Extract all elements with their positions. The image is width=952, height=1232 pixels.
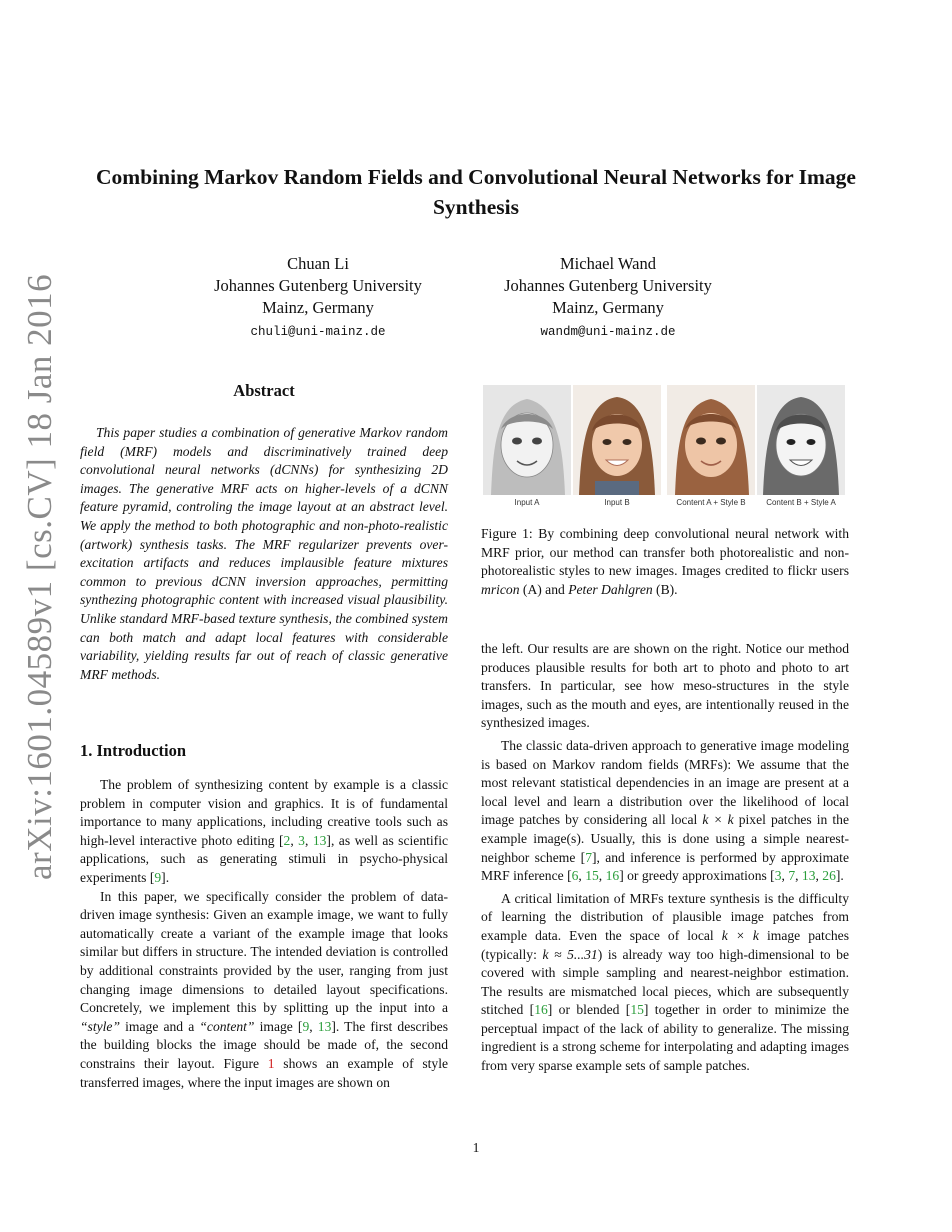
paragraph-continued: the left. Our results are are shown on the right. Notice our method produces plausible results for both art to photo and photo to art transfers. In particular, see how meso-structures in the style images, such as the mouth and eyes, are intentionally reused in the synthesized images.	[481, 641, 849, 731]
abstract-text: This paper studies a combination of generative Markov random field (MRF) models and discriminatively trained deep convolutional neural networks (dCNNs) for synthesizing 2D images. The generative MRF acts on higher-levels of a dCNN feature pyramid, controling the image layout at an abstract level. We apply the method to both photographic and non-photo-realistic (artwork) synthesis tasks. The MRF regularizer prevents over-excitation artifacts and reduces implausible feature mixtures common to previous dCNN inversion approaches, permitting synthezing photographic content with increased visual plausibility. Unlike standard MRF-based texture synthesis, the combined system can both match and adapt local features with considerable variability, yielding results far out of reach of classic generative MRF methods.	[80, 425, 448, 682]
citation-link[interactable]: 2	[283, 832, 291, 848]
citation-link[interactable]: 13	[317, 1018, 332, 1034]
right-column-body	[481, 640, 849, 1076]
figure-label: Input A	[514, 498, 540, 507]
citation-link[interactable]: 6	[571, 868, 579, 884]
figure-1	[481, 385, 849, 507]
arxiv-identifier: arXiv:1601.04589v1 [cs.CV] 18 Jan 2016	[20, 273, 59, 880]
citation-link[interactable]: 15	[630, 1002, 644, 1018]
content-b-style-a-image	[757, 385, 845, 495]
figure-label: Content A + Style B	[676, 498, 746, 507]
abstract-heading: Abstract	[233, 381, 295, 400]
author-1	[173, 253, 463, 343]
intro-paragraph-1: The problem of synthesizing content by example is a classic problem in computer vision and graphics. It is of fundamental importance to many applications, including creative tools such as high-level interactive photo editing [2, 3, 13], as well as scientific applications, such as generating stimuli in psycho-physical experiments [9].	[80, 777, 449, 885]
figure-label: Content B + Style A	[766, 498, 836, 507]
author-name: Chuan Li	[287, 254, 349, 273]
citation-link[interactable]: 9	[302, 1018, 310, 1034]
citation-link[interactable]: 26	[822, 868, 836, 884]
abstract-body	[80, 424, 448, 684]
citation-link[interactable]: 9	[154, 869, 162, 885]
citation-link[interactable]: 13	[312, 832, 327, 848]
citation-link[interactable]: 16	[534, 1002, 548, 1018]
citation-link[interactable]: 3	[298, 832, 305, 848]
figure-link[interactable]: 1	[267, 1055, 275, 1071]
citation-link[interactable]: 3	[774, 868, 782, 884]
face-photo-image	[573, 385, 661, 495]
paragraph-limitation: A critical limitation of MRFs texture synthesis is the difficulty of learning the distribution of plausible image patches from example data. Even the space of local k × k image patches (typically: k ≈ 5...31) is already way too high-dimensional to be covered with simple sampling and nearest-neighbor estimation. The results are mismatched local pieces, which are subsequently stitched [16] or blended [15] together in order to minimize the perceptual impact of the lack of ability to generalize. The missing ingredient is a strong scheme for interpolating and adapting images from very sparse example sets of sample patches.	[481, 890, 849, 1074]
citation-link[interactable]: 7	[788, 868, 796, 884]
paper-title: Combining Markov Random Fields and Convolutional Neural Networks for Image Synthesis	[96, 165, 856, 219]
paragraph-mrf-approach: The classic data-driven approach to generative image modeling is based on Markov random fields (MRFs): We assume that the most relevant statistical dependencies in an image are present at a local level and learn a distribution over the likelihood of local image patches by considering all local k × k pixel patches in the example image(s). Usually, this is done using a simple nearest-neighbor scheme [7], and inference is performed by approximate MRF inference [6, 15, 16] or greedy approximations [3, 7, 13, 26].	[481, 737, 850, 884]
citation-link[interactable]: 16	[605, 868, 620, 884]
citation-link[interactable]: 15	[585, 868, 599, 884]
content-a-style-b-image	[667, 385, 755, 495]
author-location: Mainz, Germany	[262, 298, 374, 317]
introduction-body	[80, 776, 448, 1092]
citation-link[interactable]: 13	[801, 868, 816, 884]
figure-1-caption: Figure 1: By combining deep convolutional neural network with MRF prior, our method can transfer both photorealistic and non-photorealistic styles to new images. Images credited to flickr users mricon (A) and Peter Dahlgren (B).	[481, 526, 849, 597]
citation-link[interactable]: 7	[585, 849, 592, 865]
face-sketch-image	[483, 385, 571, 495]
author-email[interactable]: chuli@uni-mainz.de	[250, 325, 386, 339]
figure-label: Input B	[604, 498, 630, 507]
author-affiliation: Johannes Gutenberg University	[504, 276, 712, 295]
section-heading-introduction: 1. Introduction	[80, 741, 187, 760]
intro-paragraph-2: In this paper, we specifically consider the problem of data-driven image synthesis: Given an example image, we want to fully automatically create a variant of the example image that looks similar but differs in structure. The intended deviation is controlled by additional constraints provided by the user, ranging from just changing image dimensions to detailed layout specifications. Concretely, we implement this by splitting up the input into a “style” image and a “content” image [9, 13]. The first describes the building blocks the image should be made of, the second constrains their layout. Figure 1 shows an example of style transferred images, where the input images are shown on	[80, 888, 448, 1090]
author-email[interactable]: wandm@uni-mainz.de	[540, 325, 676, 339]
author-affiliation: Johannes Gutenberg University	[214, 276, 422, 295]
page-number: 1	[472, 1140, 480, 1155]
author-location: Mainz, Germany	[552, 298, 664, 317]
author-2	[463, 253, 753, 343]
author-name: Michael Wand	[560, 254, 656, 273]
